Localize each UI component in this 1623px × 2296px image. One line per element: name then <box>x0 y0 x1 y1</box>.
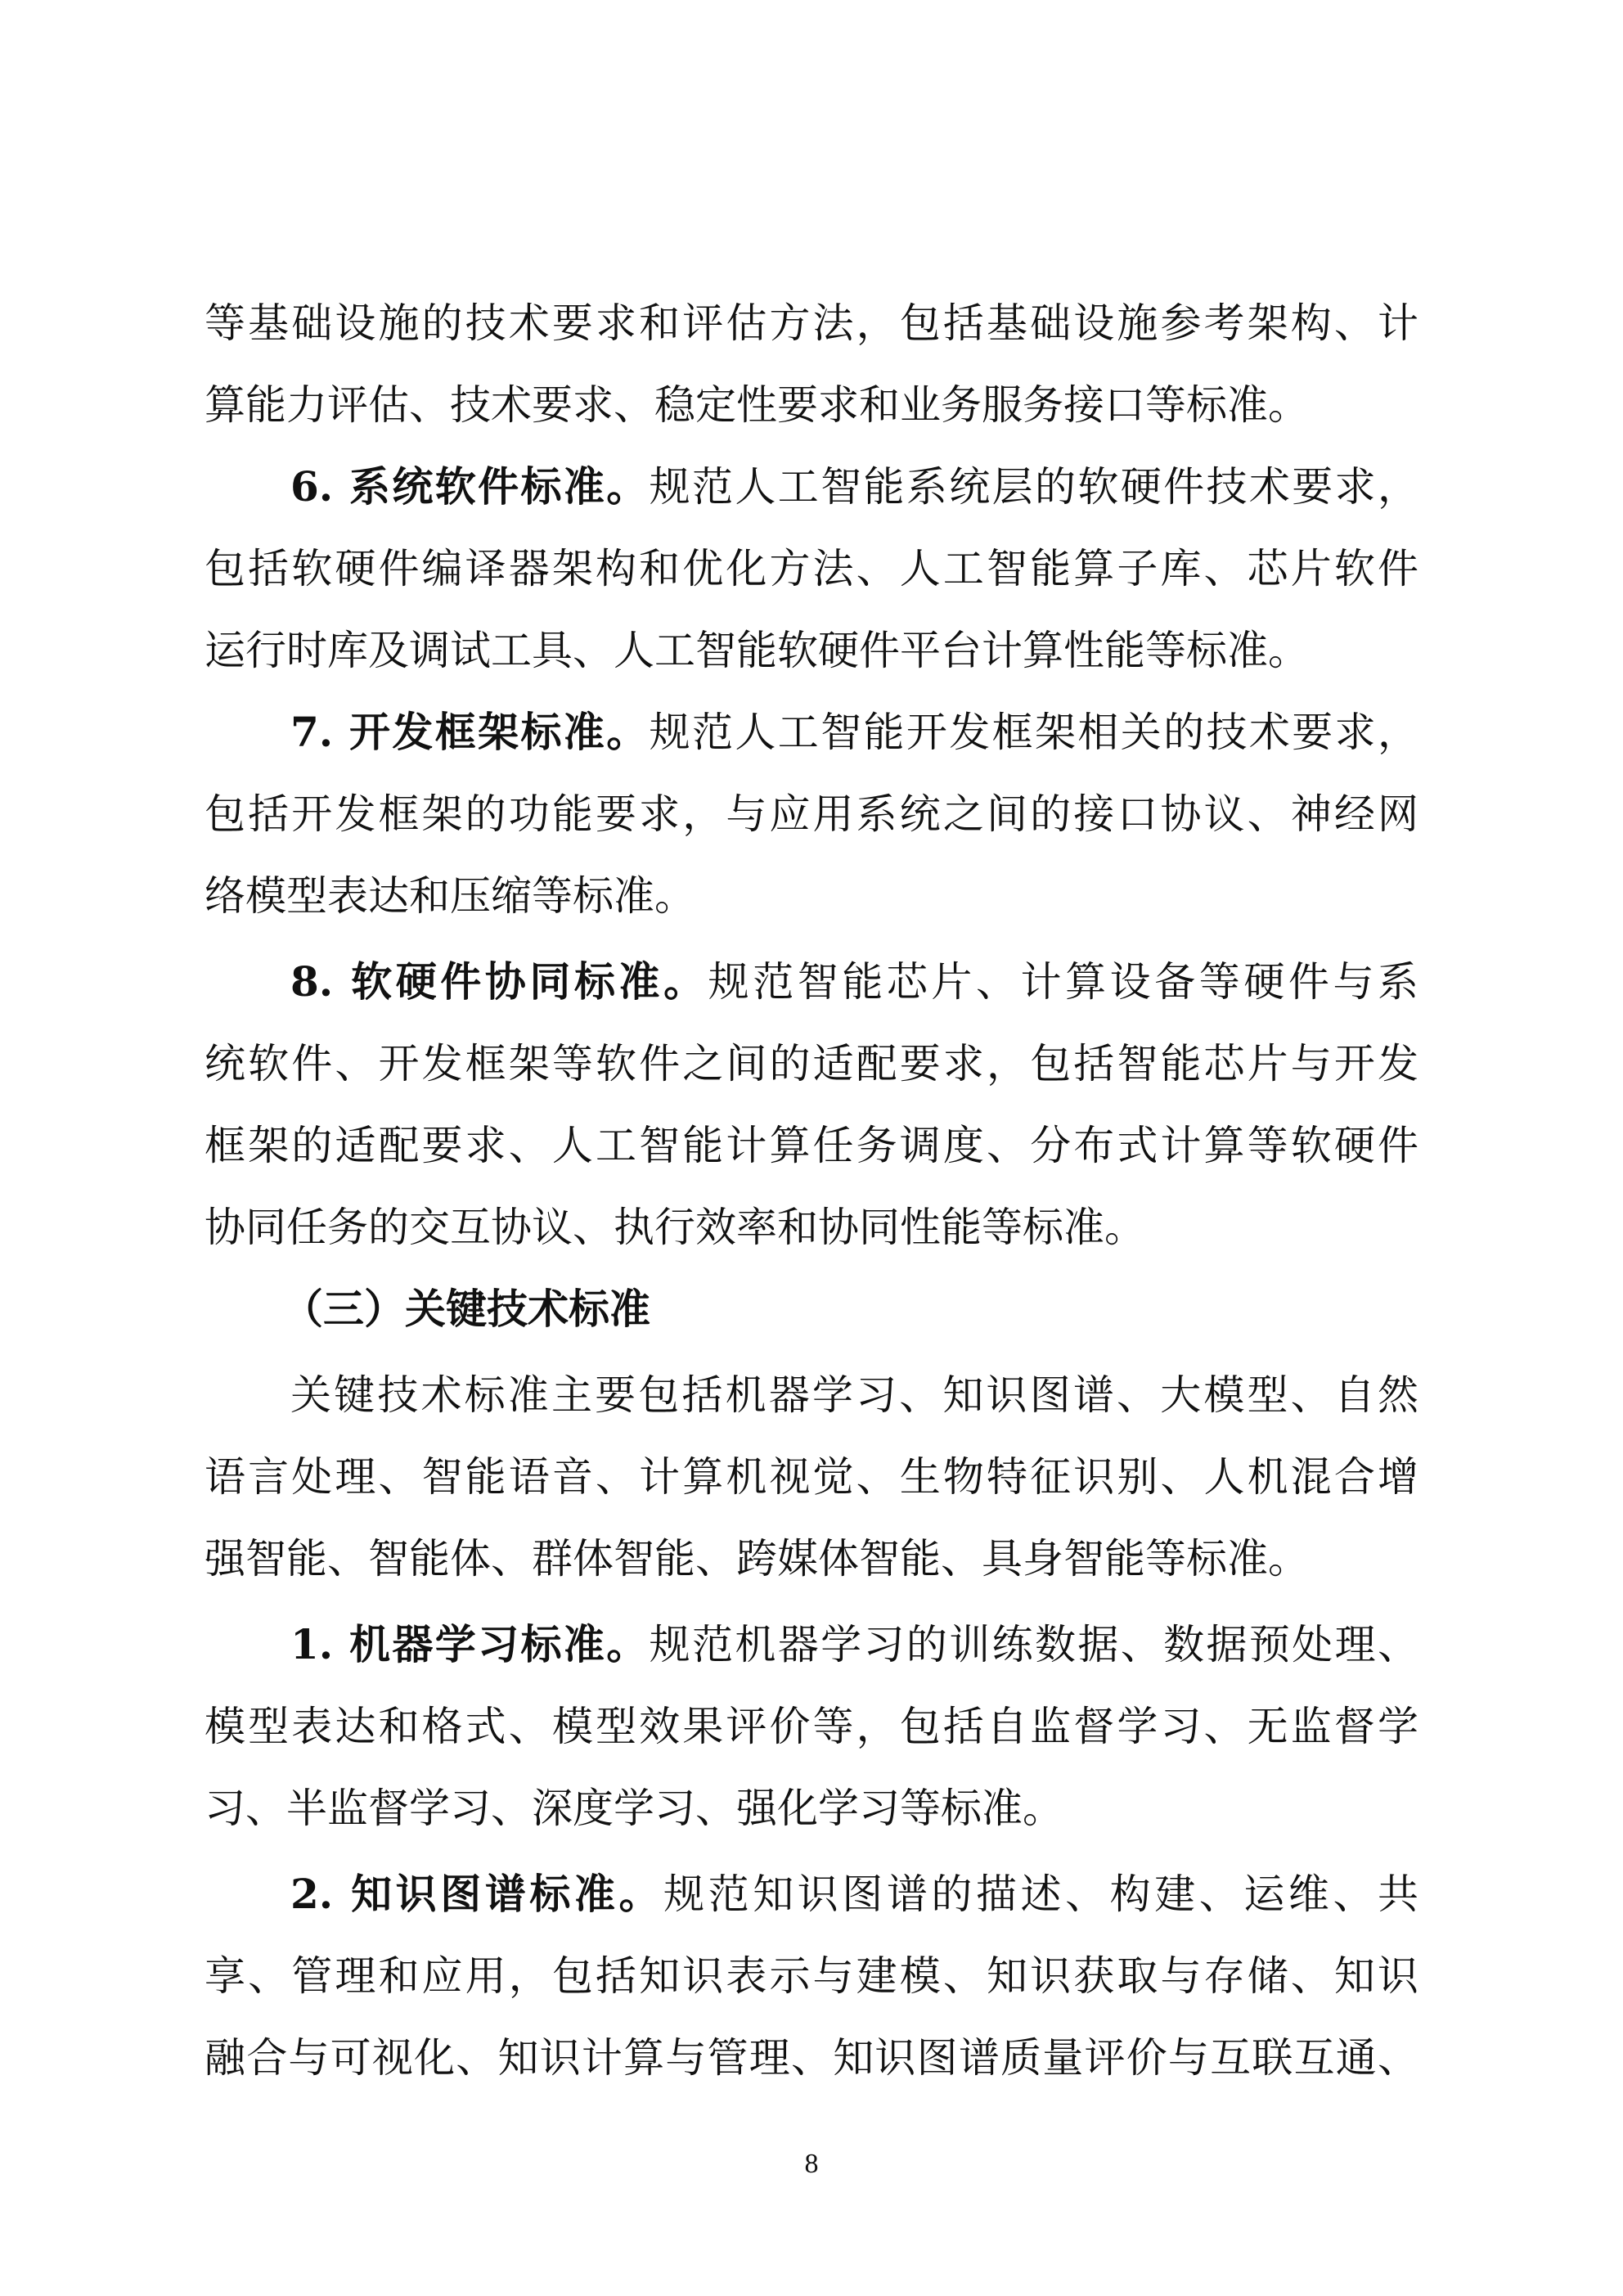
subsection-text: 规范人工智能系统层的软硬件技术要求， <box>649 463 1418 511</box>
subsection-paragraph-6 <box>290 446 1418 528</box>
text-line: 语言处理、智能语音、计算机视觉、生物特征识别、人机混合增 <box>205 1453 1418 1501</box>
subsection-title-6: 6. 系统软件标准。 <box>290 462 650 511</box>
text-line: 运行时库及调试工具、人工智能软硬件平台计算性能等标准。 <box>205 627 1309 674</box>
subsection-title-8: 8. 软硬件协同标准。 <box>290 957 708 1006</box>
text-line: 习、半监督学习、深度学习、强化学习等标准。 <box>205 1785 1063 1832</box>
page-number: 8 <box>804 2149 819 2179</box>
subsection-paragraph-8 <box>290 941 1418 1023</box>
text-line: 模型表达和格式、模型效果评价等，包括自监督学习、无监督学 <box>205 1703 1418 1750</box>
text-line: 络模型表达和压缩等标准。 <box>205 872 695 920</box>
subsection-text: 规范人工智能开发框架相关的技术要求， <box>649 709 1418 756</box>
subsection-title-1: 1. 机器学习标准。 <box>290 1620 650 1668</box>
text-line: 融合与可视化、知识计算与管理、知识图谱质量评价与互联互通、 <box>205 2034 1418 2082</box>
text-line: 享、管理和应用，包括知识表示与建模、知识获取与存储、知识 <box>205 1952 1418 2000</box>
subsection-paragraph-2 <box>290 1853 1418 1935</box>
subsection-paragraph-7 <box>290 691 1418 773</box>
text-line: 等基础设施的技术要求和评估方法，包括基础设施参考架构、计 <box>205 299 1418 347</box>
text-line: 算能力评估、技术要求、稳定性要求和业务服务接口等标准。 <box>205 381 1309 429</box>
section-heading: （三）关键技术标准 <box>282 1285 650 1333</box>
text-line: 协同任务的交互协议、执行效率和协同性能等标准。 <box>205 1204 1145 1251</box>
text-line: 统软件、开发框架等软件之间的适配要求，包括智能芯片与开发 <box>205 1040 1418 1087</box>
subsection-title-7: 7. 开发框架标准。 <box>290 708 650 756</box>
text-line: 包括开发框架的功能要求，与应用系统之间的接口协议、神经网 <box>205 790 1418 838</box>
subsection-text: 规范知识图谱的描述、构建、运维、共 <box>663 1871 1418 1918</box>
subsection-text: 规范机器学习的训练数据、数据预处理、 <box>649 1621 1418 1668</box>
subsection-text: 规范智能芯片、计算设备等硬件与系 <box>708 958 1418 1006</box>
text-line: 框架的适配要求、人工智能计算任务调度、分布式计算等软硬件 <box>205 1122 1418 1169</box>
subsection-title-2: 2. 知识图谱标准。 <box>290 1870 664 1918</box>
text-line: 包括软硬件编译器架构和优化方法、人工智能算子库、芯片软件 <box>205 545 1418 592</box>
subsection-paragraph-1 <box>290 1604 1418 1686</box>
text-line: 关键技术标准主要包括机器学习、知识图谱、大模型、自然 <box>290 1371 1418 1419</box>
text-line: 强智能、智能体、群体智能、跨媒体智能、具身智能等标准。 <box>205 1535 1309 1582</box>
